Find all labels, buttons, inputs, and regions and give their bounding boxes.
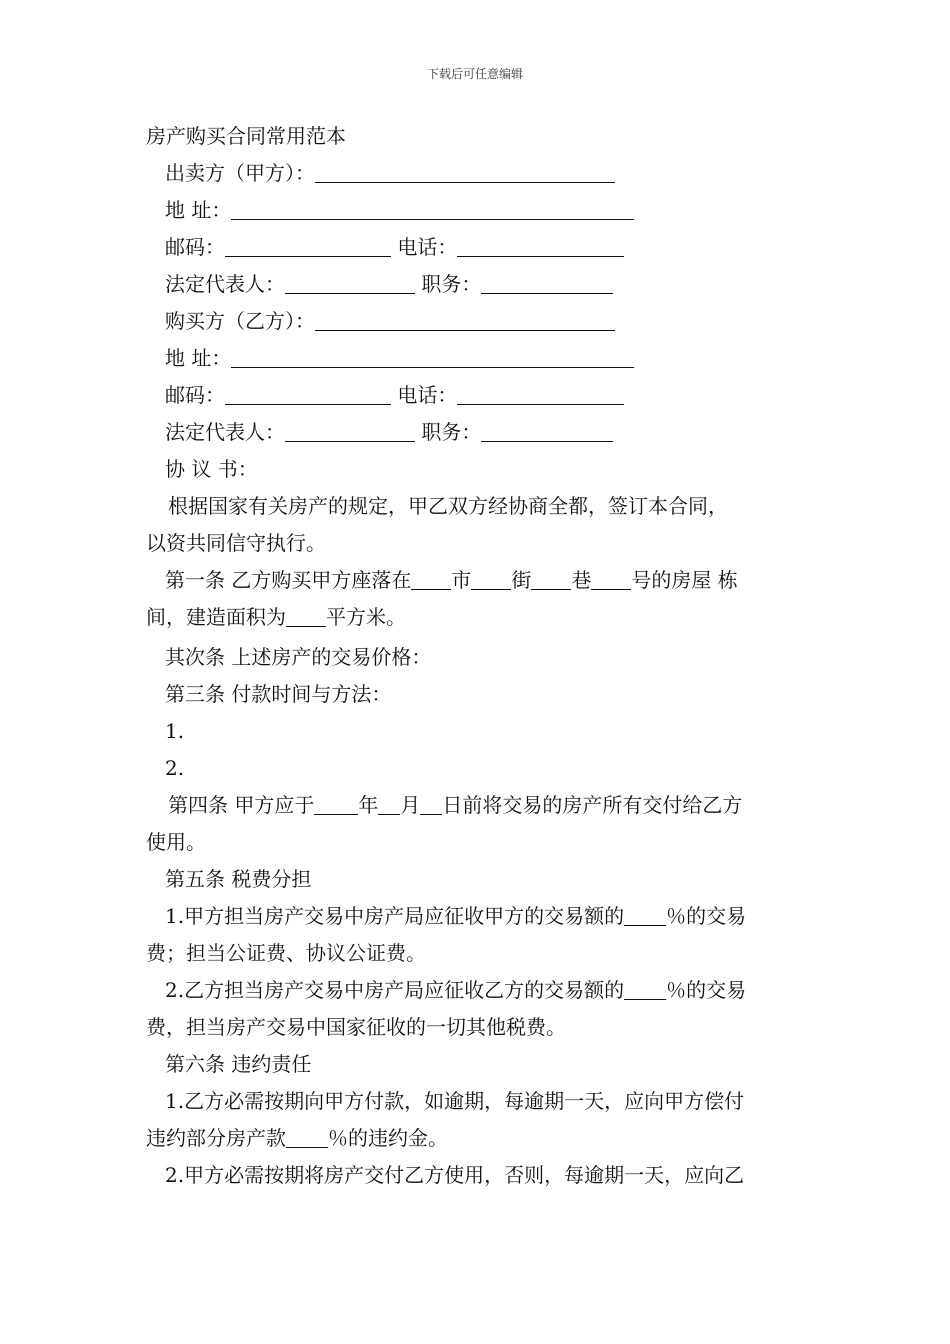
article-3: 第三条 付款时间与方法： [165,682,392,706]
article-4-month: 月 [400,793,421,817]
seller-address-label: 地 址： [165,198,232,222]
buyer-row [165,306,615,336]
area-blank [286,604,326,627]
article-4-text-a: 第四条 甲方应于 [168,793,315,817]
buyer-address-label: 地 址： [165,346,232,370]
article-4-year: 年 [358,793,379,817]
article-3-item-1: 1. [165,719,185,743]
buyer-label: 购买方（乙方）： [165,309,315,333]
seller-rep-label: 法定代表人： [165,272,285,296]
seller-postcode-blank [225,234,391,257]
article-6-item-2-line-1: 2.甲方必需按期将房产交付乙方使用，否则，每逾期一天，应向乙 [165,1163,745,1187]
document-title: 房产购买合同常用范本 [146,124,346,148]
seller-phone-label: 电话： [397,235,458,259]
buyer-blank [315,308,615,331]
buyer-position-blank [481,419,613,442]
year-blank [314,792,358,815]
article-1-text-a: 第一条 乙方购买甲方座落在 [165,568,412,592]
article-4-line-2: 使用。 [146,830,206,854]
seller-position-blank [481,271,613,294]
seller-postcode-label: 邮码： [165,235,225,259]
buyer-postcode-blank [225,382,391,405]
article-5-item-1-text: 1.甲方担当房产交易中房产局应征收甲方的交易额的 [165,904,625,928]
buyer-contact-row [165,380,624,410]
article-1-lane: 巷 [571,568,592,592]
article-1-area-unit: 平方米。 [326,605,406,629]
article-5-heading: 第五条 税费分担 [165,867,312,891]
seller-position-label: 职务： [421,272,482,296]
article-4-text-b: 日前将交易的房产所有交付给乙方 [442,793,743,817]
article-6-item-1-line-1: 1.乙方必需按期向甲方付款，如逾期，每逾期一天，应向甲方偿付 [165,1089,745,1113]
buyer-phone-label: 电话： [397,383,458,407]
buyer-position-label: 职务： [421,420,482,444]
seller-address-row [165,195,634,225]
article-1-line-2 [146,602,406,632]
agreement-heading: 协 议 书： [165,457,258,481]
seller-rep-row [165,269,613,299]
seller-phone-blank [457,234,624,257]
article-5-item-2-tail: ％的交易 [666,978,747,1002]
seller-rep-blank [285,271,415,294]
seller-blank [315,160,615,183]
buyer-rep-blank [285,419,415,442]
article-6-item-1-tail: ％的违约金。 [328,1126,448,1150]
month-blank [378,792,400,815]
buyer-postcode-label: 邮码： [165,383,225,407]
intro-line-1: 根据国家有关房产的规定，甲乙双方经协商全都，签订本合同， [168,494,728,518]
seller-fee-percent-blank [624,903,666,926]
article-6-heading: 第六条 违约责任 [165,1052,312,1076]
intro-line-2: 以资共同信守执行。 [146,531,326,555]
article-3-item-2: 2. [165,756,185,780]
article-5-item-2-line-2: 费，担当房产交易中国家征收的一切其他税费。 [146,1015,566,1039]
seller-contact-row [165,232,624,262]
article-1-street: 街 [511,568,532,592]
buyer-rep-row [165,417,613,447]
article-5-item-1-line-2: 费；担当公证费、协议公证费。 [146,941,426,965]
article-1-city: 市 [451,568,472,592]
seller-label: 出卖方（甲方）： [165,161,315,185]
article-4-line-1 [168,790,742,820]
lane-blank [531,567,571,590]
day-blank [420,792,442,815]
article-5-item-2-line-1 [165,975,746,1005]
seller-row [165,158,615,188]
buyer-address-blank [231,345,634,368]
article-2: 其次条 上述房产的交易价格： [165,645,432,669]
buyer-rep-label: 法定代表人： [165,420,285,444]
buyer-address-row [165,343,634,373]
street-blank [471,567,511,590]
number-blank [591,567,631,590]
article-1-area-text: 间，建造面积为 [146,605,286,629]
buyer-phone-blank [457,382,624,405]
article-1-line-1 [165,565,738,595]
seller-address-blank [231,197,634,220]
article-5-item-1-line-1 [165,901,746,931]
penalty-percent-blank [286,1125,328,1148]
article-1-text-b: 号的房屋 栋 [631,568,738,592]
article-5-item-2-text: 2.乙方担当房产交易中房产局应征收乙方的交易额的 [165,978,625,1002]
buyer-fee-percent-blank [624,977,666,1000]
article-6-item-1-text: 违约部分房产款 [146,1126,286,1150]
page-header-note: 下载后可任意编辑 [426,67,523,81]
article-6-item-1-line-2 [146,1123,448,1153]
article-5-item-1-tail: ％的交易 [666,904,747,928]
city-blank [411,567,451,590]
